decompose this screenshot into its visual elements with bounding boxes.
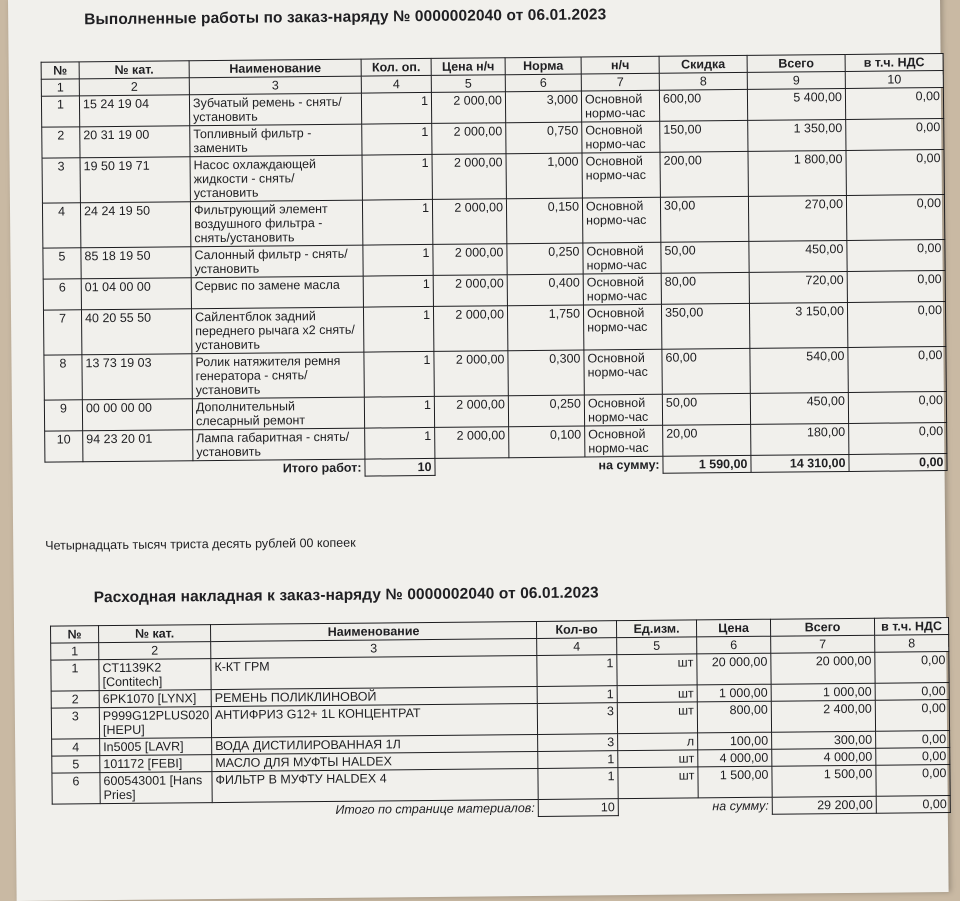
column-number: 1 xyxy=(51,643,99,660)
work-row-price: 2 000,00 xyxy=(433,244,507,276)
work-row-cat: 20 31 19 00 xyxy=(80,126,190,158)
work-row-nh: Основной нормо-час xyxy=(583,242,661,274)
works-header-cell: Наименование xyxy=(189,59,361,78)
material-row-vat: 0,00 xyxy=(875,651,949,683)
work-row-disc: 60,00 xyxy=(662,348,750,394)
work-row-cat: 01 04 00 00 xyxy=(81,278,191,310)
material-row-price: 4 000,00 xyxy=(698,749,772,767)
work-row-price: 2 000,00 xyxy=(431,92,505,124)
work-row-qty: 1 xyxy=(363,244,433,276)
work-row-qty: 1 xyxy=(362,123,432,155)
material-row-qty: 1 xyxy=(537,655,617,687)
work-row-price: 2 000,00 xyxy=(433,275,507,307)
work-row-disc: 80,00 xyxy=(661,272,749,304)
column-number: 3 xyxy=(211,638,537,658)
material-row-name: ВОДА ДИСТИЛИРОВАННАЯ 1Л xyxy=(212,734,538,754)
material-row-cat: 101172 [FEBI] xyxy=(100,755,212,773)
column-number: 8 xyxy=(875,634,949,652)
work-row-vat: 0,00 xyxy=(845,88,943,120)
material-row-price: 100,00 xyxy=(698,732,772,750)
material-row-price: 800,00 xyxy=(697,701,771,733)
work-row-disc: 50,00 xyxy=(661,241,749,273)
column-number: 6 xyxy=(505,74,581,92)
work-row-price: 2 000,00 xyxy=(432,123,506,155)
work-row-name: Зубчатый ремень - снять/установить xyxy=(189,93,361,126)
material-row-unit: шт xyxy=(618,750,698,768)
works-title: Выполненные работы по заказ-наряду № 0000002040 от 06.01.2023 xyxy=(84,6,607,29)
work-row-nh: Основной нормо-час xyxy=(582,197,660,243)
work-row-total: 450,00 xyxy=(749,240,847,272)
work-row-cat: 40 20 55 50 xyxy=(81,309,191,355)
works-total-discount: 1 590,00 xyxy=(663,455,751,473)
column-number: 2 xyxy=(99,642,211,660)
materials-header-cell: Всего xyxy=(770,618,874,636)
work-row-price: 2 000,00 xyxy=(434,396,508,428)
works-header-cell: № xyxy=(41,62,79,79)
work-row-price: 2 000,00 xyxy=(433,306,507,352)
material-row-qty: 3 xyxy=(537,703,617,735)
work-row-cat: 94 23 20 01 xyxy=(83,430,193,462)
materials-title: Расходная накладная к заказ-наряду № 0000002040 от 06.01.2023 xyxy=(93,584,599,607)
work-row-n: 8 xyxy=(44,355,82,400)
work-row-total: 450,00 xyxy=(750,392,848,424)
work-row-norm: 0,300 xyxy=(508,350,584,396)
work-row-n: 2 xyxy=(42,127,80,158)
work-row-qty: 1 xyxy=(365,427,435,459)
work-row-nh: Основной нормо-час xyxy=(584,349,662,395)
works-total-vat: 0,00 xyxy=(849,454,947,472)
work-row-price: 2 000,00 xyxy=(434,351,508,397)
work-row-total: 1 800,00 xyxy=(748,150,846,196)
works-header-cell: Норма xyxy=(505,57,581,75)
work-row-name: Насос охлаждающей жидкости - снять/установить xyxy=(190,155,362,202)
material-row-n: 5 xyxy=(52,756,100,773)
material-row-price: 1 000,00 xyxy=(697,684,771,702)
work-row-nh: Основной нормо-час xyxy=(585,425,663,457)
work-row-n: 7 xyxy=(43,310,81,355)
column-number: 6 xyxy=(697,636,771,654)
material-row-total: 2 400,00 xyxy=(771,700,875,732)
column-number: 8 xyxy=(659,72,747,90)
material-row-qty: 1 xyxy=(538,751,618,769)
work-row-norm: 0,100 xyxy=(509,426,585,458)
column-number: 3 xyxy=(189,76,361,95)
work-row-n: 6 xyxy=(43,279,81,310)
works-header-cell: Кол. оп. xyxy=(361,58,431,76)
work-row-total: 540,00 xyxy=(750,347,848,393)
materials-total-vat: 0,00 xyxy=(876,795,950,813)
work-row-qty: 1 xyxy=(364,396,434,428)
material-row-total: 4 000,00 xyxy=(772,748,876,766)
works-header-cell: Скидка xyxy=(659,55,747,73)
works-sum-label: на сумму: xyxy=(598,457,660,473)
work-row-vat: 0,00 xyxy=(847,240,945,272)
work-row-norm: 0,750 xyxy=(506,122,582,154)
work-row-disc: 50,00 xyxy=(662,393,750,425)
material-row-cat: 6PK1070 [LYNX] xyxy=(99,690,211,708)
materials-header-cell: Кол-во xyxy=(536,621,616,639)
material-row-vat: 0,00 xyxy=(876,730,950,748)
work-row-n: 1 xyxy=(41,96,79,127)
work-row-total: 180,00 xyxy=(751,423,849,455)
material-row-vat: 0,00 xyxy=(876,764,950,796)
work-row-cat: 00 00 00 00 xyxy=(82,399,192,431)
column-number: 10 xyxy=(845,71,943,89)
materials-header-cell: в т.ч. НДС xyxy=(874,618,948,636)
work-row-price: 2 000,00 xyxy=(432,199,506,245)
column-number: 7 xyxy=(581,73,659,91)
work-row-disc: 30,00 xyxy=(660,196,748,242)
materials-header-cell: Цена xyxy=(696,619,770,637)
work-row-cat: 19 50 19 71 xyxy=(80,157,190,203)
works-total-sum: 14 310,00 xyxy=(751,454,849,472)
material-row-qty: 3 xyxy=(538,734,618,752)
column-number: 4 xyxy=(537,638,617,656)
material-row-n: 4 xyxy=(52,739,100,756)
work-row-nh: Основной нормо-час xyxy=(582,152,660,198)
works-header-cell: № кат. xyxy=(79,61,189,79)
work-row-nh: Основной нормо-час xyxy=(583,304,661,350)
material-row-unit: шт xyxy=(617,654,697,686)
work-row-total: 1 350,00 xyxy=(748,119,846,151)
materials-table xyxy=(50,617,951,822)
work-row-qty: 1 xyxy=(363,275,433,307)
work-row-norm: 0,400 xyxy=(507,274,583,306)
material-row-qty: 1 xyxy=(537,686,617,704)
material-row-n: 1 xyxy=(51,660,99,691)
work-row-norm: 0,250 xyxy=(508,395,584,427)
work-row-name: Ролик натяжителя ремня генератора - снять/установить xyxy=(192,352,364,399)
column-number: 5 xyxy=(431,75,505,93)
work-row-n: 5 xyxy=(43,248,81,279)
work-row-vat: 0,00 xyxy=(846,150,944,196)
material-row-name: РЕМЕНЬ ПОЛИКЛИНОВОЙ xyxy=(211,686,537,706)
materials-total-sum: 29 200,00 xyxy=(772,796,876,814)
works-total-qty: 10 xyxy=(365,458,435,476)
document-page xyxy=(8,0,949,901)
material-row-total: 300,00 xyxy=(772,731,876,749)
material-row-name: К-КТ ГРМ xyxy=(211,655,537,689)
materials-total-qty: 10 xyxy=(538,799,618,817)
material-row-qty: 1 xyxy=(538,768,618,800)
work-row-norm: 1,750 xyxy=(507,305,583,351)
work-row-n: 10 xyxy=(45,431,83,462)
works-table xyxy=(41,53,948,480)
material-row-cat: 600543001 [Hans Pries] xyxy=(100,772,212,804)
work-row-vat: 0,00 xyxy=(849,423,947,455)
material-row-vat: 0,00 xyxy=(875,699,949,731)
work-row-vat: 0,00 xyxy=(847,271,945,303)
work-row-cat: 13 73 19 03 xyxy=(82,354,192,400)
material-row-unit: шт xyxy=(617,702,697,734)
work-row-name: Топливный фильтр - заменить xyxy=(190,124,362,157)
work-row-norm: 3,000 xyxy=(505,91,581,123)
work-row-disc: 200,00 xyxy=(660,151,748,197)
work-row-norm: 1,000 xyxy=(506,153,582,199)
column-number: 7 xyxy=(771,635,875,653)
work-row-nh: Основной нормо-час xyxy=(581,90,659,122)
material-row-unit: л xyxy=(618,733,698,751)
work-row-qty: 1 xyxy=(362,199,432,245)
material-row-name: МАСЛО ДЛЯ МУФТЫ HALDEX xyxy=(212,751,538,771)
materials-header-cell: Наименование xyxy=(211,621,537,641)
work-row-cat: 85 18 19 50 xyxy=(81,247,191,279)
material-row-n: 3 xyxy=(51,708,99,739)
work-row-vat: 0,00 xyxy=(846,195,944,241)
material-row-price: 20 000,00 xyxy=(697,653,771,685)
materials-header-cell: № xyxy=(51,626,99,643)
work-row-vat: 0,00 xyxy=(848,347,946,393)
work-row-qty: 1 xyxy=(363,306,433,352)
works-header-cell: Всего xyxy=(747,54,845,72)
work-row-price: 2 000,00 xyxy=(435,427,509,459)
work-row-vat: 0,00 xyxy=(848,392,946,424)
work-row-price: 2 000,00 xyxy=(432,154,506,200)
material-row-vat: 0,00 xyxy=(876,747,950,765)
works-header-cell: Цена н/ч xyxy=(431,58,505,76)
work-row-total: 3 150,00 xyxy=(749,302,847,348)
work-row-n: 4 xyxy=(42,203,80,248)
column-number: 2 xyxy=(79,78,189,96)
work-row-total: 5 400,00 xyxy=(747,88,845,120)
material-row-unit: шт xyxy=(617,685,697,703)
material-row-cat: CT1139K2 [Contitech] xyxy=(99,659,211,691)
work-row-n: 9 xyxy=(44,400,82,431)
work-row-qty: 1 xyxy=(362,154,432,200)
work-row-disc: 600,00 xyxy=(659,89,747,121)
materials-header-cell: № кат. xyxy=(99,625,211,643)
work-row-name: Дополнительный слесарный ремонт xyxy=(192,397,364,430)
materials-sum-label: на сумму: xyxy=(712,798,769,814)
amount-in-words: Четырнадцать тысяч триста десять рублей 00 копеек xyxy=(45,535,356,553)
material-row-name: АНТИФРИЗ G12+ 1L КОНЦЕНТРАТ xyxy=(211,703,537,737)
work-row-disc: 20,00 xyxy=(663,424,751,456)
column-number: 1 xyxy=(41,79,79,96)
material-row-name: ФИЛЬТР В МУФТУ HALDEX 4 xyxy=(212,768,538,802)
work-row-total: 720,00 xyxy=(749,271,847,303)
work-row-nh: Основной нормо-час xyxy=(583,273,661,305)
material-row-total: 1 500,00 xyxy=(772,765,876,797)
works-header-cell: в т.ч. НДС xyxy=(845,54,943,72)
material-row-n: 6 xyxy=(52,773,100,804)
material-row-total: 1 000,00 xyxy=(771,683,875,701)
work-row-name: Фильтрующий элемент воздушного фильтра - снять/установить xyxy=(190,200,362,247)
work-row-name: Сервис по замене масла xyxy=(191,276,363,309)
material-row-cat: In5005 [LAVR] xyxy=(100,738,212,756)
column-number: 9 xyxy=(747,71,845,89)
work-row-disc: 350,00 xyxy=(661,303,749,349)
work-row-qty: 1 xyxy=(361,92,431,124)
work-row-nh: Основной нормо-час xyxy=(584,394,662,426)
materials-header-cell: Ед.изм. xyxy=(616,620,696,638)
work-row-total: 270,00 xyxy=(748,195,846,241)
material-row-price: 1 500,00 xyxy=(698,766,772,798)
work-row-norm: 0,250 xyxy=(507,243,583,275)
works-header-cell: н/ч xyxy=(581,56,659,74)
work-row-n: 3 xyxy=(42,158,80,203)
material-row-n: 2 xyxy=(51,691,99,708)
work-row-norm: 0,150 xyxy=(506,198,582,244)
work-row-cat: 15 24 19 04 xyxy=(79,95,189,127)
work-row-name: Сайлентблок задний переднего рычага x2 снять/установить xyxy=(191,307,363,354)
work-row-nh: Основной нормо-час xyxy=(582,121,660,153)
materials-total-label: Итого по странице материалов: xyxy=(335,800,535,817)
material-row-vat: 0,00 xyxy=(875,682,949,700)
work-row-vat: 0,00 xyxy=(847,302,945,348)
works-total-label: Итого работ: xyxy=(282,460,362,476)
work-row-name: Салонный фильтр - снять/установить xyxy=(191,245,363,278)
material-row-cat: P999G12PLUS020 [HEPU] xyxy=(99,707,211,739)
work-row-name: Лампа габаритная - снять/установить xyxy=(193,428,365,461)
column-number: 5 xyxy=(617,637,697,655)
work-row-cat: 24 24 19 50 xyxy=(80,202,190,248)
work-row-disc: 150,00 xyxy=(660,120,748,152)
column-number: 4 xyxy=(361,75,431,93)
work-row-vat: 0,00 xyxy=(846,119,944,151)
material-row-unit: шт xyxy=(618,767,698,799)
material-row-total: 20 000,00 xyxy=(771,652,875,684)
work-row-qty: 1 xyxy=(364,351,434,397)
